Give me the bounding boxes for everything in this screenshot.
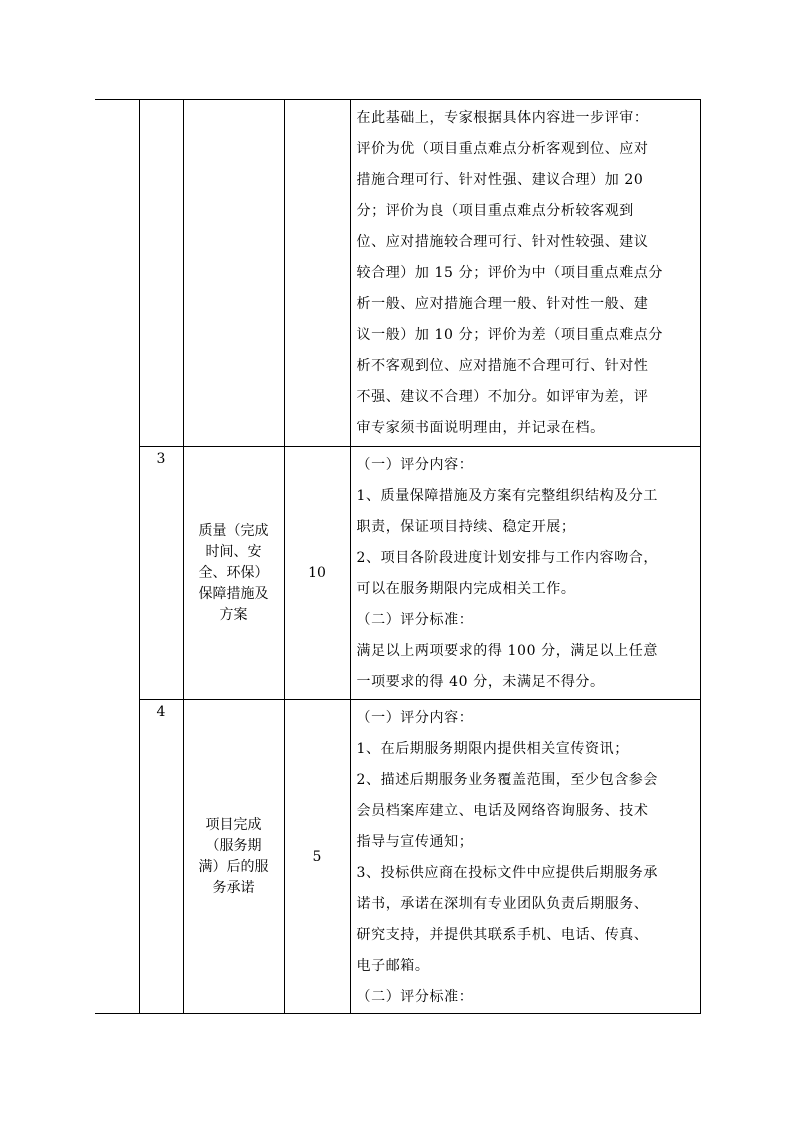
criteria-line: 析不客观到位、应对措施不合理可行、针对性 bbox=[356, 358, 649, 374]
item-name-line: 质量（完成 bbox=[198, 522, 269, 539]
item-name-line: 满）后的服 bbox=[198, 858, 269, 875]
item-name-cell bbox=[183, 700, 284, 1014]
criteria-line: 3、投标供应商在投标文件中应提供后期服务承 bbox=[356, 865, 659, 881]
table-row bbox=[95, 700, 700, 1014]
item-name-cell bbox=[183, 447, 284, 700]
criteria-line: 较合理）加 15 分；评价为中（项目重点难点分 bbox=[356, 265, 664, 281]
criteria-line: （二）评分标准： bbox=[356, 989, 474, 1005]
criteria-line: 位、应对措施较合理可行、针对性较强、建议 bbox=[356, 234, 649, 250]
criteria-line: 2、描述后期服务业务覆盖范围，至少包含参会 bbox=[356, 772, 659, 788]
criteria-line: 审专家须书面说明理由，并记录在档。 bbox=[356, 420, 605, 436]
table-row bbox=[95, 100, 700, 447]
scoring-table bbox=[95, 99, 701, 1014]
row-number-cell: 3 bbox=[139, 447, 183, 700]
item-name-cell bbox=[183, 100, 284, 447]
blank-margin-cell bbox=[95, 100, 139, 447]
criteria-line: 评价为优（项目重点难点分析客观到位、应对 bbox=[356, 141, 649, 157]
criteria-line: 会员档案库建立、电话及网络咨询服务、技术 bbox=[356, 803, 649, 819]
blank-margin-cell bbox=[95, 447, 139, 700]
criteria-line: （一）评分内容： bbox=[356, 710, 474, 726]
criteria-cell bbox=[350, 700, 700, 1014]
criteria-cell bbox=[350, 100, 700, 447]
criteria-line: 析一般、应对措施合理一般、针对性一般、建 bbox=[356, 296, 649, 312]
item-name-line: （服务期 bbox=[205, 837, 262, 854]
criteria-line: 职责，保证项目持续、稳定开展； bbox=[356, 519, 576, 535]
score-cell: 5 bbox=[284, 700, 350, 1014]
criteria-line: 满足以上两项要求的得 100 分，满足以上任意 bbox=[356, 643, 658, 659]
score-cell: 10 bbox=[284, 447, 350, 700]
criteria-cell bbox=[350, 447, 700, 700]
item-name-line: 项目完成 bbox=[205, 816, 262, 833]
criteria-line: 可以在服务期限内完成相关工作。 bbox=[356, 581, 576, 597]
criteria-line: 研究支持，并提供其联系手机、电话、传真、 bbox=[356, 927, 649, 943]
criteria-line: （一）评分内容： bbox=[356, 457, 474, 473]
item-name-line: 全、环保） bbox=[198, 564, 269, 581]
blank-margin-cell bbox=[95, 700, 139, 1014]
criteria-line: 电子邮箱。 bbox=[356, 958, 430, 974]
item-name-line: 务承诺 bbox=[212, 879, 255, 896]
criteria-line: 在此基础上，专家根据具体内容进一步评审： bbox=[356, 110, 649, 126]
row-number-cell: 4 bbox=[139, 700, 183, 1014]
criteria-line: 不强、建议不合理）不加分。如评审为差，评 bbox=[356, 389, 649, 405]
score-cell bbox=[284, 100, 350, 447]
criteria-line: 1、质量保障措施及方案有完整组织结构及分工 bbox=[356, 488, 659, 504]
criteria-line: 指导与宣传通知； bbox=[356, 834, 474, 850]
criteria-line: （二）评分标准： bbox=[356, 612, 474, 628]
criteria-line: 分；评价为良（项目重点难点分析较客观到 bbox=[356, 203, 634, 219]
criteria-line: 2、项目各阶段进度计划安排与工作内容吻合， bbox=[356, 550, 659, 566]
criteria-line: 诺书，承诺在深圳有专业团队负责后期服务、 bbox=[356, 896, 649, 912]
row-number-cell bbox=[139, 100, 183, 447]
table-row bbox=[95, 447, 700, 700]
item-name-line: 保障措施及 bbox=[198, 585, 269, 602]
item-name-line: 时间、安 bbox=[205, 543, 262, 560]
criteria-line: 1、在后期服务期限内提供相关宣传资讯； bbox=[356, 741, 629, 757]
criteria-line: 措施合理可行、针对性强、建议合理）加 20 bbox=[356, 172, 644, 188]
item-name-line: 方案 bbox=[219, 606, 248, 623]
criteria-line: 一项要求的得 40 分，未满足不得分。 bbox=[356, 674, 605, 690]
criteria-line: 议一般）加 10 分；评价为差（项目重点难点分 bbox=[356, 327, 664, 343]
